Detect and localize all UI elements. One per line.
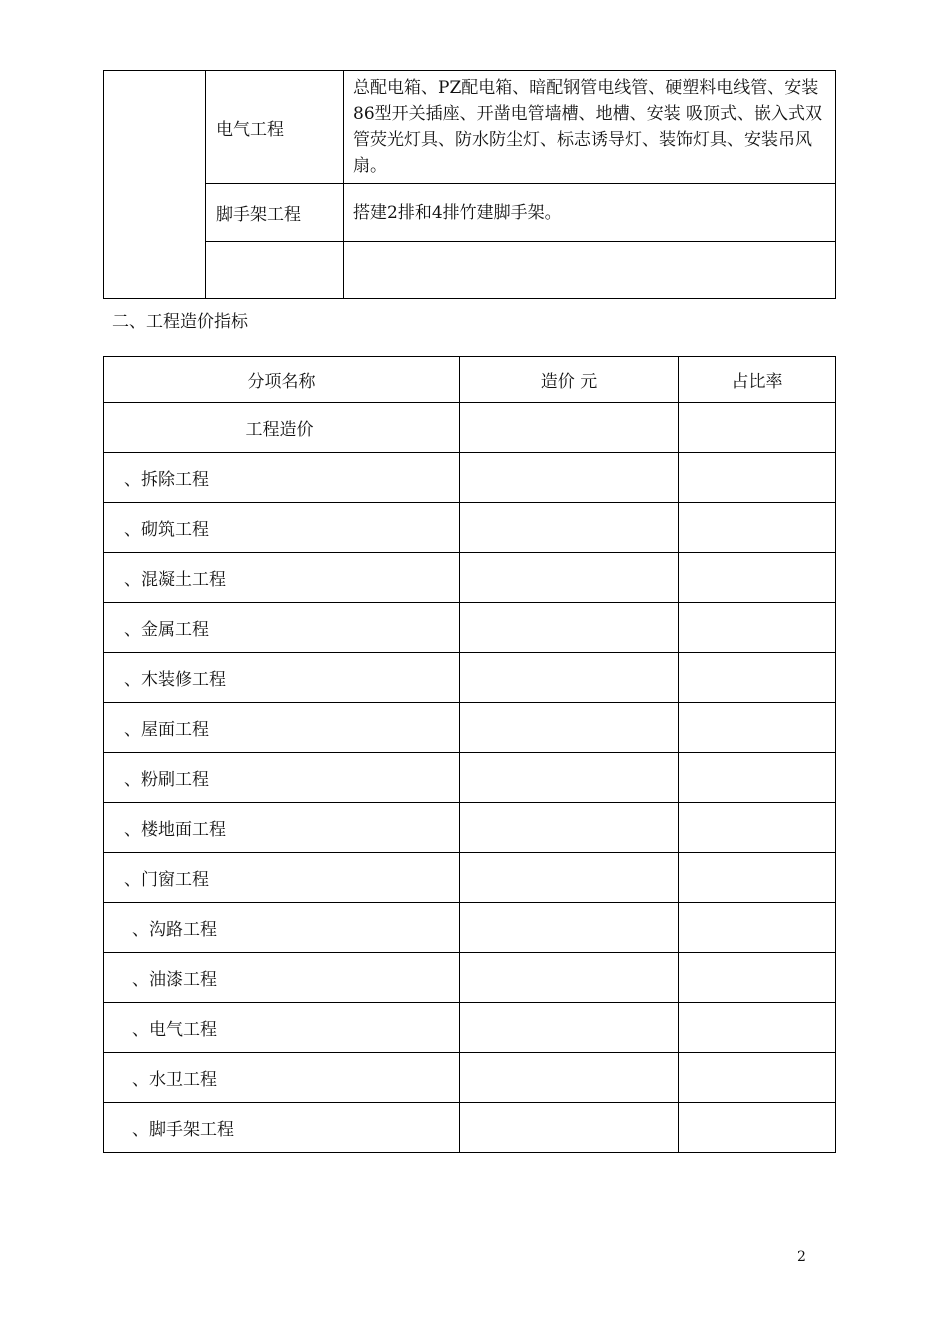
cost-cell	[460, 653, 679, 703]
cost-cell	[460, 803, 679, 853]
table-row	[104, 903, 836, 953]
table-row	[104, 803, 836, 853]
item-name: 、楼地面工程	[104, 803, 460, 853]
cost-index-table	[103, 356, 836, 1153]
ratio-cell	[679, 853, 836, 903]
ratio-cell	[679, 1003, 836, 1053]
item-name: 、砌筑工程	[104, 503, 460, 553]
scope-description	[344, 242, 836, 299]
item-name: 、金属工程	[104, 603, 460, 653]
total-cost-cell	[460, 403, 679, 453]
scope-table	[103, 70, 836, 299]
ratio-cell	[679, 753, 836, 803]
table-row	[104, 653, 836, 703]
scope-category: 电气工程	[206, 71, 344, 184]
scope-category: 脚手架工程	[206, 184, 344, 242]
cost-cell	[460, 453, 679, 503]
table-row	[104, 503, 836, 553]
ratio-cell	[679, 503, 836, 553]
scope-category	[206, 242, 344, 299]
ratio-cell	[679, 1053, 836, 1103]
scope-description: 总配电箱、PZ配电箱、暗配钢管电线管、硬塑料电线管、安装86型开关插座、开凿电管墙槽、地槽、安装 吸顶式、嵌入式双管荧光灯具、防水防尘灯、标志诱导灯、装饰灯具、安装吊风扇。	[344, 71, 836, 184]
ratio-cell	[679, 903, 836, 953]
table-header-row	[104, 357, 836, 403]
cost-cell	[460, 903, 679, 953]
total-ratio-cell	[679, 403, 836, 453]
table-row	[104, 553, 836, 603]
table-row	[104, 1103, 836, 1153]
header-ratio: 占比率	[679, 357, 836, 403]
ratio-cell	[679, 1103, 836, 1153]
cost-cell	[460, 853, 679, 903]
cost-cell	[460, 503, 679, 553]
cost-cell	[460, 603, 679, 653]
ratio-cell	[679, 803, 836, 853]
item-name: 、水卫工程	[104, 1053, 460, 1103]
item-name: 、木装修工程	[104, 653, 460, 703]
scope-row	[104, 184, 836, 242]
item-name: 、门窗工程	[104, 853, 460, 903]
cost-cell	[460, 1003, 679, 1053]
cost-cell	[460, 553, 679, 603]
scope-description: 搭建2排和4排竹建脚手架。	[344, 184, 836, 242]
item-name: 、拆除工程	[104, 453, 460, 503]
table-row	[104, 753, 836, 803]
table-row	[104, 453, 836, 503]
table-row	[104, 1053, 836, 1103]
item-name: 、屋面工程	[104, 703, 460, 753]
scope-row	[104, 71, 836, 184]
table-row	[104, 703, 836, 753]
cost-cell	[460, 1053, 679, 1103]
page-number: 2	[797, 1249, 806, 1265]
item-name: 、粉刷工程	[104, 753, 460, 803]
item-name: 、混凝土工程	[104, 553, 460, 603]
cost-cell	[460, 753, 679, 803]
section-heading: 二、工程造价指标	[112, 312, 248, 332]
header-cost: 造价 元	[460, 357, 679, 403]
ratio-cell	[679, 553, 836, 603]
table-row	[104, 853, 836, 903]
cost-cell	[460, 1103, 679, 1153]
scope-row	[104, 242, 836, 299]
item-name: 、油漆工程	[104, 953, 460, 1003]
total-label: 工程造价	[104, 403, 460, 453]
ratio-cell	[679, 653, 836, 703]
cost-cell	[460, 953, 679, 1003]
scope-merged-cell	[104, 71, 206, 299]
ratio-cell	[679, 703, 836, 753]
table-row	[104, 603, 836, 653]
cost-cell	[460, 703, 679, 753]
ratio-cell	[679, 453, 836, 503]
ratio-cell	[679, 603, 836, 653]
table-row	[104, 953, 836, 1003]
item-name: 、脚手架工程	[104, 1103, 460, 1153]
item-name: 、沟路工程	[104, 903, 460, 953]
total-row	[104, 403, 836, 453]
ratio-cell	[679, 953, 836, 1003]
item-name: 、电气工程	[104, 1003, 460, 1053]
header-item-name: 分项名称	[104, 357, 460, 403]
table-row	[104, 1003, 836, 1053]
